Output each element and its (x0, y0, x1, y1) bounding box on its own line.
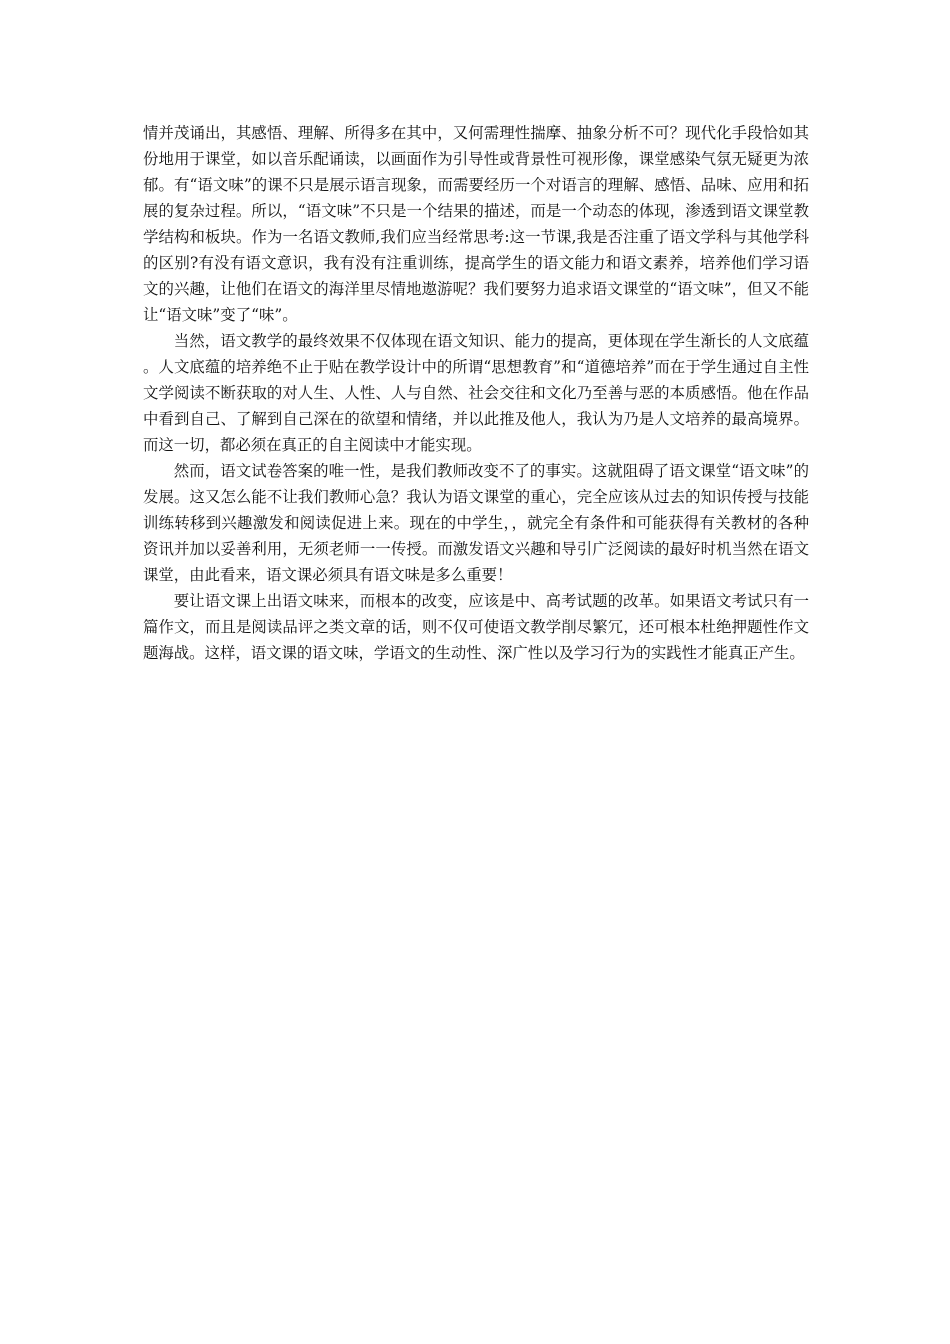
paragraph: 然而，语文试卷答案的唯一性，是我们教师改变不了的事实。这就阻碍了语文课堂“语文味”的发展。这又怎么能不让我们教师心急？我认为语文课堂的重心，完全应该从过去的知识传授与技能训练转移到兴趣激发和阅读促进上来。现在的中学生，，就完全有条件和可能获得有关教材的各种资讯并加以妥善利用，无须老师一一传授。而激发语文兴趣和导引广泛阅读的最好时机当然在语文课堂，由此看来，语文课必须具有语文味是多么重要！ (143, 462, 809, 584)
paragraph-continued: 情并茂诵出，其感悟、理解、所得多在其中，又何需理性揣摩、抽象分析不可？现代化手段恰如其份地用于课堂，如以音乐配诵读，以画面作为引导性或背景性可视形像，课堂感染气氛无疑更为浓郁。有“语文味”的课不只是展示语言现象，而需要经历一个对语言的理解、感悟、品味、应用和拓展的复杂过程。所以，“语文味”不只是一个结果的描述，而是一个动态的体现，渗透到语文课堂教学结构和板块。作为一名语文教师,我们应当经常思考:这一节课,我是否注重了语文学科与其他学科的区别?有没有语文意识，我有没有注重训练，提高学生的语文能力和语文素养，培养他们学习语文的兴趣，让他们在语文的海洋里尽情地遨游呢？我们要努力追求语文课堂的“语文味”，但又不能让“语文味”变了“味”。 (143, 124, 809, 324)
paragraph: 当然，语文教学的最终效果不仅体现在语文知识、能力的提高，更体现在学生渐长的人文底蕴。人文底蕴的培养绝不止于贴在教学设计中的所谓“思想教育”和“道德培养”而在于学生通过自主性文学阅读不断获取的对人生、人性、人与自然、社会交往和文化乃至善与恶的本质感悟。他在作品中看到自己、了解到自己深在的欲望和情绪，并以此推及他人，我认为乃是人文培养的最高境界。而这一切，都必须在真正的自主阅读中才能实现。 (143, 332, 809, 454)
paragraph: 要让语文课上出语文味来，而根本的改变，应该是中、高考试题的改革。如果语文考试只有一篇作文，而且是阅读品评之类文章的话，则不仅可使语文教学削尽繁冗，还可根本杜绝押题性作文题海战。这样，语文课的语文味，学语文的生动性、深广性以及学习行为的实践性才能真正产生。 (143, 592, 809, 662)
document-body (143, 120, 809, 666)
